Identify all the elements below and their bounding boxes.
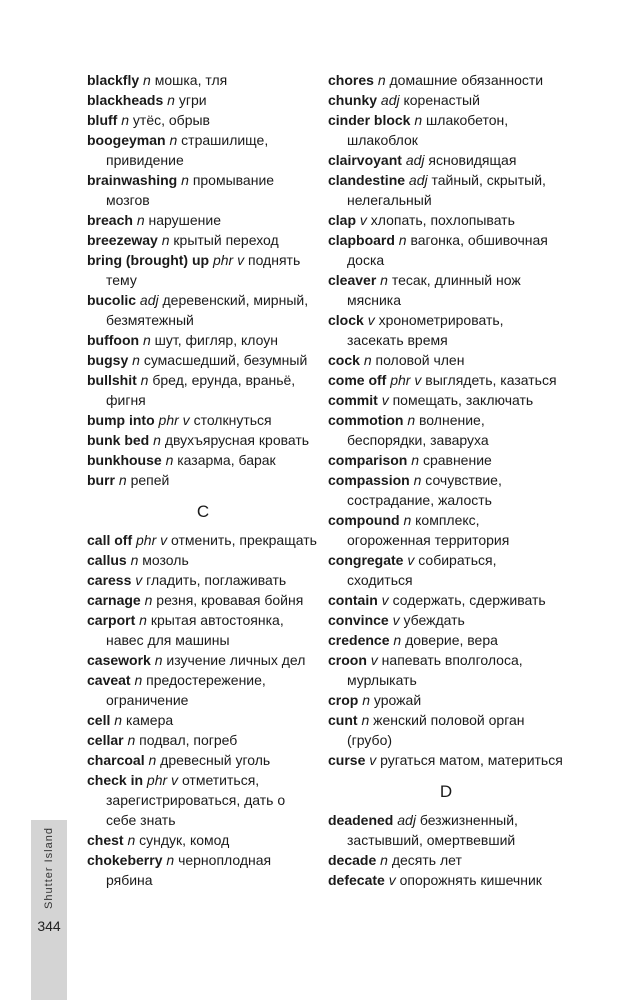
headword: defecate bbox=[328, 872, 385, 888]
dictionary-entry bbox=[328, 630, 564, 650]
part-of-speech: n bbox=[148, 752, 157, 768]
part-of-speech: v bbox=[135, 572, 143, 588]
part-of-speech: v bbox=[388, 872, 396, 888]
headword: croon bbox=[328, 652, 367, 668]
part-of-speech: n bbox=[118, 472, 127, 488]
dictionary-entry bbox=[87, 670, 319, 710]
translation: утёс, обрыв bbox=[132, 112, 210, 128]
dictionary-entry bbox=[328, 210, 564, 230]
headword: commotion bbox=[328, 412, 404, 428]
dictionary-entry bbox=[87, 130, 319, 170]
headword: clap bbox=[328, 212, 357, 228]
dictionary-entry bbox=[87, 590, 319, 610]
translation: помещать, заключать bbox=[392, 392, 534, 408]
headword: breezeway bbox=[87, 232, 158, 248]
part-of-speech: n bbox=[414, 112, 423, 128]
part-of-speech: n bbox=[143, 72, 151, 88]
part-of-speech: phr v bbox=[136, 532, 168, 548]
part-of-speech: n bbox=[377, 72, 386, 88]
part-of-speech: n bbox=[144, 592, 153, 608]
translation: собираться, сходиться bbox=[347, 552, 497, 588]
headword: cleaver bbox=[328, 272, 377, 288]
dictionary-entry bbox=[87, 450, 319, 470]
part-of-speech: n bbox=[161, 232, 170, 248]
part-of-speech: n bbox=[165, 452, 174, 468]
headword: comparison bbox=[328, 452, 408, 468]
dictionary-entry bbox=[87, 730, 319, 750]
part-of-speech: phr v bbox=[212, 252, 245, 268]
translation: казарма, барак bbox=[177, 452, 276, 468]
translation: деревенский, мирный, безмятежный bbox=[106, 292, 309, 328]
part-of-speech: n bbox=[154, 652, 163, 668]
translation: волнение, беспорядки, заваруха bbox=[347, 412, 489, 448]
dictionary-entry bbox=[87, 70, 319, 90]
headword: cellar bbox=[87, 732, 124, 748]
headword: chest bbox=[87, 832, 124, 848]
headword: buffoon bbox=[87, 332, 140, 348]
part-of-speech: phr v bbox=[158, 412, 190, 428]
translation: мошка, тля bbox=[154, 72, 228, 88]
dictionary-entry bbox=[87, 550, 319, 570]
dictionary-entry bbox=[87, 290, 319, 330]
headword: bunk bed bbox=[87, 432, 150, 448]
translation: двухъярусная кровать bbox=[164, 432, 310, 448]
headword: carnage bbox=[87, 592, 141, 608]
headword: chores bbox=[328, 72, 374, 88]
headword: bump into bbox=[87, 412, 155, 428]
right-column bbox=[328, 70, 564, 890]
translation: хлопать, похлопывать bbox=[370, 212, 515, 228]
part-of-speech: n bbox=[127, 832, 136, 848]
part-of-speech: v bbox=[407, 552, 415, 568]
dictionary-entry bbox=[328, 230, 564, 270]
part-of-speech: n bbox=[130, 552, 139, 568]
headword: clock bbox=[328, 312, 364, 328]
headword: carport bbox=[87, 612, 136, 628]
headword: cunt bbox=[328, 712, 358, 728]
headword: cinder block bbox=[328, 112, 411, 128]
translation: тесак, длинный нож мясника bbox=[347, 272, 521, 308]
headword: blackheads bbox=[87, 92, 164, 108]
dictionary-entry bbox=[87, 570, 319, 590]
part-of-speech: adj bbox=[405, 152, 425, 168]
dictionary-entry bbox=[87, 230, 319, 250]
headword: curse bbox=[328, 752, 366, 768]
headword: chokeberry bbox=[87, 852, 163, 868]
dictionary-entry bbox=[87, 210, 319, 230]
translation: хронометрировать, засекать время bbox=[347, 312, 504, 348]
dictionary-entry bbox=[87, 650, 319, 670]
translation: камера bbox=[125, 712, 174, 728]
headword: clairvoyant bbox=[328, 152, 402, 168]
translation: мозоль bbox=[142, 552, 189, 568]
dictionary-entry bbox=[328, 90, 564, 110]
translation: нарушение bbox=[148, 212, 222, 228]
translation: отменить, прекращать bbox=[171, 532, 317, 548]
translation: поднять тему bbox=[106, 252, 301, 288]
translation: шлакобетон, шлакоблок bbox=[347, 112, 509, 148]
translation: коренастый bbox=[403, 92, 480, 108]
headword: bring (brought) up bbox=[87, 252, 210, 268]
left-column bbox=[87, 70, 319, 890]
entries-c bbox=[87, 530, 319, 890]
section-heading-d: D bbox=[439, 782, 453, 801]
part-of-speech: n bbox=[169, 132, 178, 148]
dictionary-entry bbox=[87, 530, 319, 550]
dictionary-entry bbox=[328, 450, 564, 470]
part-of-speech: v bbox=[369, 752, 377, 768]
dictionary-entry bbox=[328, 850, 564, 870]
translation: черноплодная рябина bbox=[106, 852, 272, 888]
part-of-speech: adj bbox=[397, 812, 416, 828]
dictionary-entry bbox=[328, 350, 564, 370]
part-of-speech: phr v bbox=[146, 772, 179, 788]
part-of-speech: n bbox=[393, 632, 402, 648]
translation: доверие, вера bbox=[405, 632, 498, 648]
translation: ясновидящая bbox=[428, 152, 517, 168]
translation: шут, фигляр, клоун bbox=[154, 332, 278, 348]
dictionary-entry bbox=[87, 710, 319, 730]
dictionary-entry bbox=[87, 430, 319, 450]
headword: bugsy bbox=[87, 352, 129, 368]
part-of-speech: n bbox=[167, 92, 175, 108]
dictionary-entry bbox=[328, 650, 564, 690]
part-of-speech: v bbox=[367, 312, 375, 328]
dictionary-entry bbox=[328, 590, 564, 610]
headword: bullshit bbox=[87, 372, 137, 388]
dictionary-entry bbox=[328, 690, 564, 710]
translation: подвал, погреб bbox=[139, 732, 238, 748]
translation: сочувствие, сострадание, жалость bbox=[347, 472, 502, 508]
part-of-speech: adj bbox=[139, 292, 159, 308]
translation: женский половой орган (грубо) bbox=[347, 712, 525, 748]
dictionary-entry bbox=[87, 170, 319, 210]
translation: отметиться, зарегистрироваться, дать о себе знать bbox=[106, 772, 286, 828]
translation: изучение личных дел bbox=[166, 652, 306, 668]
dictionary-entry bbox=[328, 470, 564, 510]
part-of-speech: n bbox=[140, 372, 149, 388]
headword: deadened bbox=[328, 812, 394, 828]
dictionary-entry bbox=[87, 750, 319, 770]
entries-b bbox=[87, 70, 319, 490]
entries-c-continued bbox=[328, 70, 564, 770]
part-of-speech: n bbox=[127, 732, 136, 748]
translation: бред, ерунда, враньё, фигня bbox=[106, 372, 296, 408]
translation: тайный, скрытый, нелегальный bbox=[347, 172, 546, 208]
headword: bunkhouse bbox=[87, 452, 162, 468]
headword: come off bbox=[328, 372, 387, 388]
part-of-speech: n bbox=[153, 432, 161, 448]
translation: промывание мозгов bbox=[106, 172, 275, 208]
translation: репей bbox=[130, 472, 170, 488]
part-of-speech: n bbox=[139, 612, 147, 628]
part-of-speech: n bbox=[411, 452, 420, 468]
translation: угри bbox=[178, 92, 207, 108]
headword: casework bbox=[87, 652, 151, 668]
part-of-speech: phr v bbox=[390, 372, 422, 388]
part-of-speech: v bbox=[359, 212, 367, 228]
dictionary-entry bbox=[328, 70, 564, 90]
section-heading-c: C bbox=[196, 502, 210, 521]
headword: caress bbox=[87, 572, 132, 588]
translation: столкнуться bbox=[193, 412, 272, 428]
translation: гладить, поглаживать bbox=[146, 572, 287, 588]
dictionary-entry bbox=[328, 710, 564, 750]
translation: сравнение bbox=[422, 452, 492, 468]
part-of-speech: v bbox=[381, 392, 389, 408]
part-of-speech: v bbox=[370, 652, 378, 668]
dictionary-entry bbox=[87, 350, 319, 370]
dictionary-entry bbox=[87, 410, 319, 430]
translation: безжизненный, застывший, омертвевший bbox=[347, 812, 518, 848]
part-of-speech: n bbox=[166, 852, 175, 868]
headword: check in bbox=[87, 772, 144, 788]
translation: убеждать bbox=[403, 612, 465, 628]
translation: предостережение, ограничение bbox=[106, 672, 266, 708]
headword: cell bbox=[87, 712, 111, 728]
dictionary-entry bbox=[328, 170, 564, 210]
translation: опорожнять кишечник bbox=[399, 872, 542, 888]
entries-d bbox=[328, 810, 564, 890]
headword: blackfly bbox=[87, 72, 140, 88]
dictionary-entry bbox=[87, 110, 319, 130]
translation: половой член bbox=[375, 352, 465, 368]
dictionary-entry bbox=[328, 390, 564, 410]
translation: вагонка, обшивочная доска bbox=[347, 232, 548, 268]
part-of-speech: n bbox=[142, 332, 151, 348]
part-of-speech: n bbox=[380, 852, 388, 868]
headword: congregate bbox=[328, 552, 404, 568]
part-of-speech: n bbox=[362, 692, 371, 708]
translation: десять лет bbox=[391, 852, 462, 868]
translation: содержать, сдерживать bbox=[392, 592, 546, 608]
headword: clapboard bbox=[328, 232, 395, 248]
translation: домашние обязанности bbox=[389, 72, 544, 88]
headword: convince bbox=[328, 612, 389, 628]
translation: древесный уголь bbox=[160, 752, 271, 768]
translation: резня, кровавая бойня bbox=[156, 592, 304, 608]
dictionary-entry bbox=[87, 330, 319, 350]
translation: страшилище, привидение bbox=[106, 132, 269, 168]
headword: burr bbox=[87, 472, 115, 488]
headword: bluff bbox=[87, 112, 118, 128]
headword: contain bbox=[328, 592, 378, 608]
translation: урожай bbox=[373, 692, 422, 708]
dictionary-entry bbox=[87, 250, 319, 290]
part-of-speech: n bbox=[413, 472, 422, 488]
dictionary-entry bbox=[328, 370, 564, 390]
translation: выглядеть, казаться bbox=[425, 372, 557, 388]
dictionary-entry bbox=[328, 410, 564, 450]
part-of-speech: adj bbox=[408, 172, 428, 188]
headword: breach bbox=[87, 212, 133, 228]
part-of-speech: adj bbox=[380, 92, 400, 108]
translation: напевать вполголоса, мурлыкать bbox=[347, 652, 523, 688]
dictionary-entry bbox=[328, 550, 564, 590]
dictionary-entry bbox=[87, 370, 319, 410]
headword: cock bbox=[328, 352, 360, 368]
part-of-speech: n bbox=[398, 232, 407, 248]
part-of-speech: v bbox=[381, 592, 389, 608]
dictionary-entry bbox=[87, 830, 319, 850]
part-of-speech: n bbox=[361, 712, 370, 728]
headword: boogeyman bbox=[87, 132, 166, 148]
dictionary-entry bbox=[328, 150, 564, 170]
dictionary-entry bbox=[87, 770, 319, 830]
dictionary-entry bbox=[87, 470, 319, 490]
part-of-speech: n bbox=[407, 412, 416, 428]
translation: комплекс, огороженная территория bbox=[347, 512, 510, 548]
headword: callus bbox=[87, 552, 127, 568]
part-of-speech: n bbox=[136, 212, 145, 228]
dictionary-entry bbox=[328, 270, 564, 310]
dictionary-entry bbox=[328, 310, 564, 350]
headword: charcoal bbox=[87, 752, 145, 768]
page-number: 344 bbox=[37, 918, 61, 934]
part-of-speech: n bbox=[363, 352, 372, 368]
headword: caveat bbox=[87, 672, 131, 688]
headword: clandestine bbox=[328, 172, 406, 188]
book-title: Shutter Island bbox=[43, 827, 55, 909]
dictionary-entry bbox=[328, 510, 564, 550]
headword: brainwashing bbox=[87, 172, 178, 188]
dictionary-entry bbox=[328, 810, 564, 850]
headword: decade bbox=[328, 852, 377, 868]
part-of-speech: n bbox=[134, 672, 143, 688]
headword: credence bbox=[328, 632, 390, 648]
headword: compassion bbox=[328, 472, 410, 488]
part-of-speech: n bbox=[403, 512, 412, 528]
part-of-speech: n bbox=[132, 352, 140, 368]
part-of-speech: n bbox=[380, 272, 388, 288]
headword: commit bbox=[328, 392, 378, 408]
translation: сундук, комод bbox=[139, 832, 230, 848]
running-title bbox=[31, 820, 67, 916]
headword: bucolic bbox=[87, 292, 137, 308]
dictionary-entry bbox=[328, 750, 564, 770]
translation: сумасшедший, безумный bbox=[143, 352, 308, 368]
part-of-speech: n bbox=[114, 712, 123, 728]
part-of-speech: n bbox=[181, 172, 189, 188]
part-of-speech: n bbox=[121, 112, 130, 128]
dictionary-entry bbox=[87, 90, 319, 110]
translation: ругаться матом, материться bbox=[380, 752, 563, 768]
headword: call off bbox=[87, 532, 133, 548]
dictionary-entry bbox=[87, 850, 319, 890]
translation: крытая автостоянка, навес для машины bbox=[106, 612, 284, 648]
dictionary-entry bbox=[328, 110, 564, 150]
part-of-speech: v bbox=[392, 612, 400, 628]
dictionary-entry bbox=[328, 610, 564, 630]
headword: crop bbox=[328, 692, 359, 708]
translation: крытый переход bbox=[173, 232, 279, 248]
dictionary-entry bbox=[87, 610, 319, 650]
headword: compound bbox=[328, 512, 400, 528]
headword: chunky bbox=[328, 92, 378, 108]
dictionary-entry bbox=[328, 870, 564, 890]
